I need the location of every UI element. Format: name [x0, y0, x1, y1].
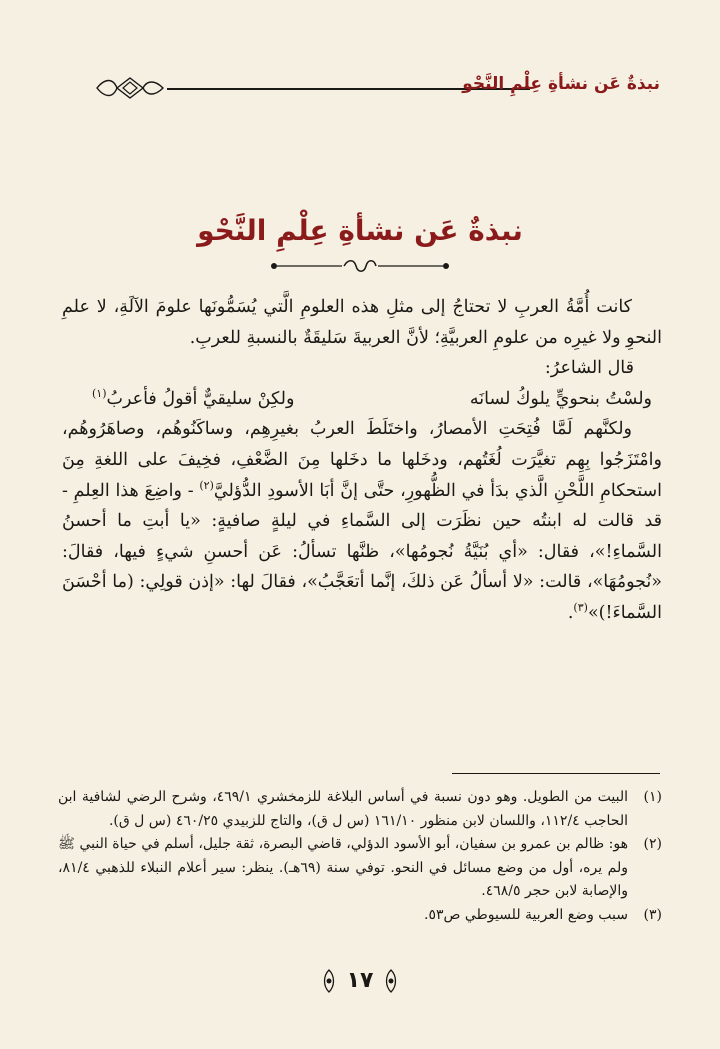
footnote-text: سبب وضع العربية للسيوطي ص٥٣.: [424, 906, 628, 923]
page-number-ornament-icon: [381, 968, 401, 994]
main-text: [62, 292, 662, 629]
poetry-verse: [62, 384, 662, 415]
footnote-ref-1: (١): [92, 386, 107, 400]
chapter-title: نبذةٌ عَن نشأةِ عِلْمِ النَّحْو: [197, 214, 523, 247]
footnote-item: [58, 786, 662, 833]
verse-first-hemistich: ولسْتُ بنحويٍّ يلوكُ لسانَه: [469, 388, 652, 409]
footnote-text: البيت من الطويل. وهو دون نسبة في أساس البلاغة للزمخشري ٤٦٩/١، وشرح الرضي لشافية ابن الحاجب ١١٢/٤، واللسان لابن منظور ١٦١/١٠ (س ل ق)، والتاج للزبيدي ٤٦٠/٢٥ (س ل ق).: [58, 789, 628, 829]
header-ornament-icon: [95, 74, 165, 102]
footnote-number: (٢): [643, 836, 662, 852]
page-number-ornament-icon: [319, 968, 339, 994]
footnote-ref-2: (٢): [199, 478, 214, 492]
footnote-separator: [452, 773, 660, 774]
paragraph-history: ولكنَّهم لَمَّا فُتِحَتِ الأمصارُ، واختَلَطَ العربُ بغيرِهِم، وساكَنُوهُم، وصاهَرُوهُم، وامْتَزَجُوا بِهِم تغيَّرَت لُغَتُهم، ودخَلها ما دخَلها مِنَ الضَّعْفِ، فخِيفَ على اللغةِ مِنَ استحكامِ اللَّحْنِ الَّذي بدَأ في الظُّهورِ، حتَّى إنَّ أبَا الأسودِ الدُّؤليَّ$^{(٢)}$ - واضِعَ هذا العِلمِ - قد قالت له ابنتُه حين نظَرَت إلى السَّماءِ في ليلةٍ صافيةٍ: «يا أبتِ ما أحسنُ السَّماءِ!»، فقال: «أي بُنَيَّةُ نُجومُها»، ظنَّها تسألُ: عَن أحسنِ شيءٍ فيها، فقالَ: «نُجومُهَا»، قالت: «لا أسألُ عَن ذلكَ، إنَّما أتعَجَّبُ»، فقالَ لها: «إذن قولِي: (ما أحْسَنَ السَّماءَ!)»$^{(٣)}$.: [62, 419, 662, 623]
title-divider-ornament-icon: [270, 258, 450, 274]
running-header: [95, 68, 660, 108]
paragraph-intro: كانت أُمَّةُ العربِ لا تحتاجُ إلى مثلِ هذه العلومِ الَّتي يُسَمُّونَها علومَ الآلَةِ، لا علمِ النحوِ ولا غيرِه من علومِ العربيَّةِ؛ لأنَّ العربيةَ سَليقَةٌ بالنسبةِ للعربِ.: [62, 297, 662, 348]
footnote-number: (١): [643, 789, 662, 805]
footnote-text: هو: ظالم بن عمرو بن سفيان، أبو الأسود الدؤلي، قاضي البصرة، ثقة جليل، أسلم في حياة النبي ﷺ ولم يره، أول من وضع مسائل في النحو. توفي سنة (٦٩هـ). ينظر: سير أعلام النبلاء للذهبي ٨١/٤، والإصابة لابن حجر ٤٦٨/٥.: [58, 836, 628, 899]
page-number-block: [0, 968, 720, 994]
running-title: نبذةٌ عَن نشأةِ عِلْمِ النَّحْو: [462, 74, 660, 94]
footnote-item: [58, 833, 662, 904]
footnote-number: (٣): [643, 906, 662, 923]
poet-quote-intro: قال الشاعرُ:: [544, 358, 634, 379]
page-number: ١٧: [346, 968, 374, 993]
verse-second-hemistich: ولكِنْ سليقيٌّ أقولُ فأعربُ$^{(١)}$: [92, 386, 295, 409]
footnotes: [58, 786, 662, 927]
footnote-ref-3: (٣): [573, 601, 588, 615]
footnote-item: [58, 904, 662, 928]
